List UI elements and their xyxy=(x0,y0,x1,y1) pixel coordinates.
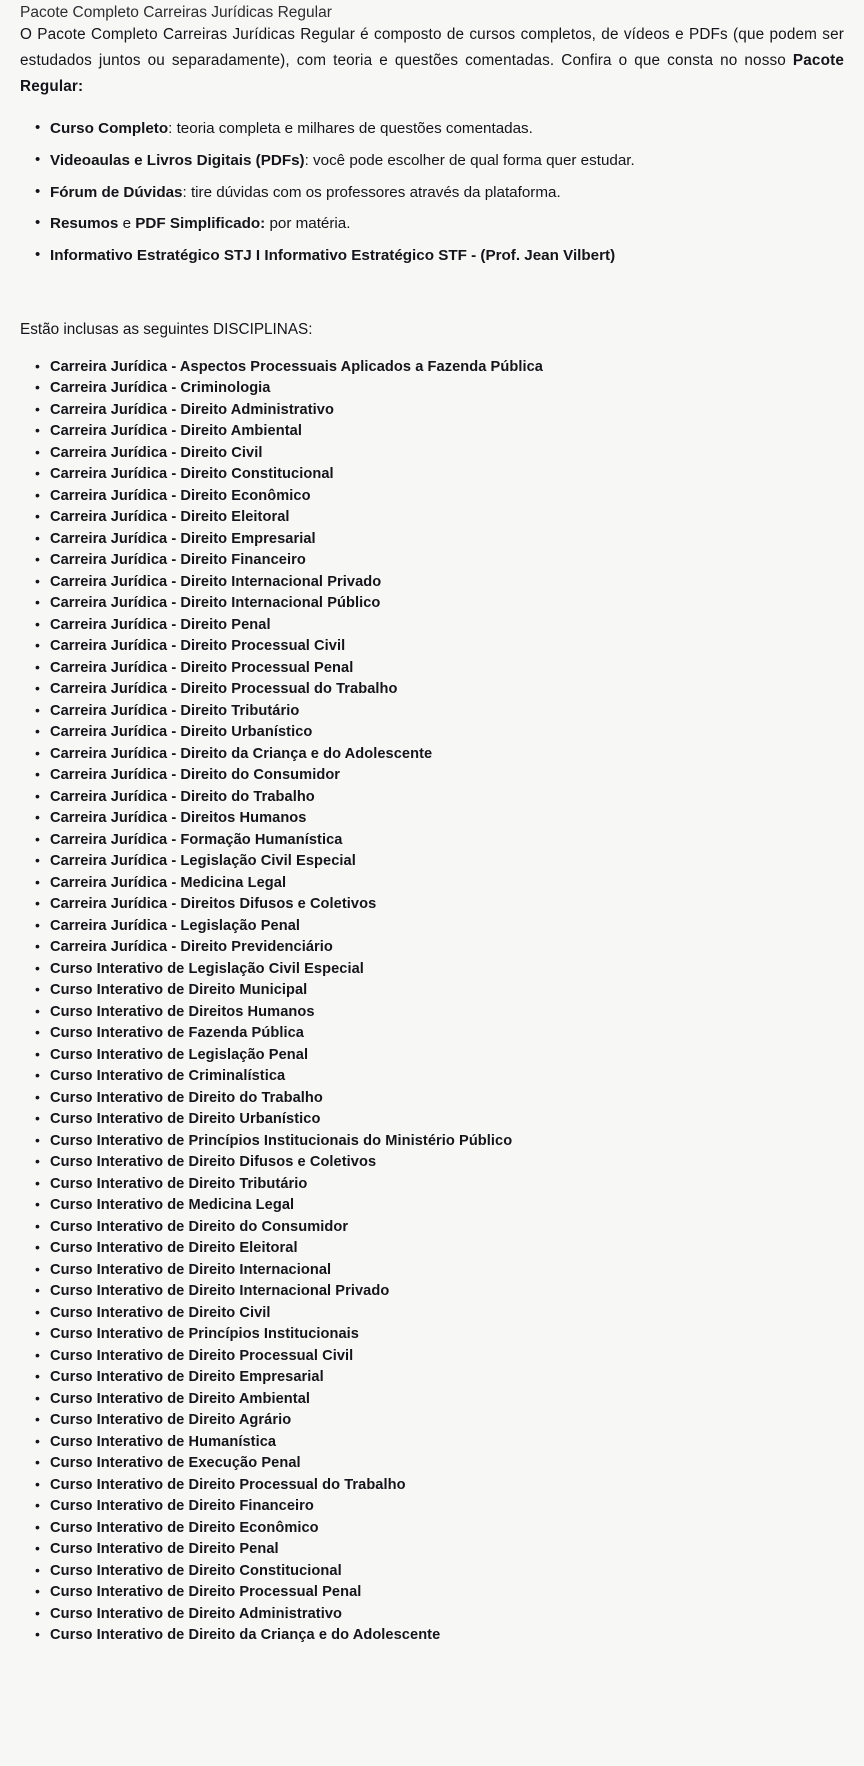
feature-description: por matéria. xyxy=(265,215,351,233)
list-item: • Carreira Jurídica - Aspectos Processuais Aplicados a Fazenda Pública xyxy=(50,357,844,379)
list-item: • Carreira Jurídica - Direito Processual Penal xyxy=(50,658,844,680)
feature-conjunction: e xyxy=(118,215,136,233)
list-item: • Carreira Jurídica - Criminologia xyxy=(50,378,844,400)
feature-label-secondary: PDF Simplificado: xyxy=(135,215,266,233)
feature-label: Curso Completo xyxy=(50,120,169,137)
list-item: • Curso Interativo de Direito Processual Civil xyxy=(50,1346,844,1368)
list-item: • Curso Interativo de Legislação Penal xyxy=(50,1045,844,1067)
list-item: • Carreira Jurídica - Formação Humanística xyxy=(50,830,844,852)
list-item: • Carreira Jurídica - Direito Urbanístico xyxy=(50,722,844,744)
intro-paragraph xyxy=(20,22,844,100)
list-item: • Carreira Jurídica - Direito Financeiro xyxy=(50,550,844,572)
clipped-heading-fragment: Pacote Completo Carreiras Jurídicas Regular xyxy=(20,4,332,21)
disciplines-section-lead: Estão inclusas as seguintes DISCIPLINAS: xyxy=(20,320,313,338)
feature-description: : você pode escolher de qual forma quer estudar. xyxy=(304,151,635,169)
feature-label: Fórum de Dúvidas xyxy=(50,183,183,201)
list-item: • Curso Interativo de Legislação Civil Especial xyxy=(50,959,844,981)
list-item: • Carreira Jurídica - Direito Internacional Público xyxy=(50,593,844,615)
list-item: • Curso Interativo de Direito Urbanístico xyxy=(50,1109,844,1131)
list-item: • Curso Interativo de Direito do Trabalho xyxy=(50,1088,844,1110)
list-item: • Curso Interativo de Direito Empresarial xyxy=(50,1367,844,1389)
list-item: • Carreira Jurídica - Direito Empresarial xyxy=(50,529,844,551)
list-item: • Curso Interativo de Direito Tributário xyxy=(50,1174,844,1196)
list-item: • Curso Interativo de Direito Constitucional xyxy=(50,1561,844,1583)
list-item: • Curso Interativo de Direito Penal xyxy=(50,1539,844,1561)
list-item: • Curso Interativo de Princípios Institucionais xyxy=(50,1324,844,1346)
feature-label: Informativo Estratégico STJ I Informativo Estratégico STF - (Prof. Jean Vilbert) xyxy=(50,247,616,265)
list-item: • Carreira Jurídica - Direito Tributário xyxy=(50,701,844,723)
list-item: • Carreira Jurídica - Direitos Difusos e Coletivos xyxy=(50,894,844,916)
list-item: • Curso Interativo de Direito Administrativo xyxy=(50,1604,844,1626)
list-item xyxy=(50,182,844,214)
list-item: • Curso Interativo de Direito Civil xyxy=(50,1303,844,1325)
list-item: • Curso Interativo de Direito Agrário xyxy=(50,1410,844,1432)
list-item xyxy=(50,213,844,245)
list-item: • Carreira Jurídica - Direito Internacional Privado xyxy=(50,572,844,594)
list-item xyxy=(50,118,844,150)
list-item: • Curso Interativo de Direito Internacional xyxy=(50,1260,844,1282)
list-item: • Carreira Jurídica - Direito Eleitoral xyxy=(50,507,844,529)
intro-paragraph-emphasis: Pacote Regular: xyxy=(20,52,844,95)
list-item: • Curso Interativo de Direito Eleitoral xyxy=(50,1238,844,1260)
list-item: • Curso Interativo de Criminalística xyxy=(50,1066,844,1088)
list-item: • Curso Interativo de Direitos Humanos xyxy=(50,1002,844,1024)
feature-label: Resumos xyxy=(50,215,119,233)
list-item: • Carreira Jurídica - Direito Constitucional xyxy=(50,464,844,486)
package-feature-list xyxy=(20,118,844,277)
list-item: • Carreira Jurídica - Direito do Consumidor xyxy=(50,765,844,787)
list-item: • Carreira Jurídica - Direito do Trabalho xyxy=(50,787,844,809)
list-item: • Curso Interativo de Execução Penal xyxy=(50,1453,844,1475)
list-item: • Carreira Jurídica - Direito Administrativo xyxy=(50,400,844,422)
list-item: • Curso Interativo de Direito Internacional Privado xyxy=(50,1281,844,1303)
list-item: • Curso Interativo de Princípios Institucionais do Ministério Público xyxy=(50,1131,844,1153)
list-item: • Carreira Jurídica - Direito Civil xyxy=(50,443,844,465)
list-item: • Curso Interativo de Direito do Consumidor xyxy=(50,1217,844,1239)
list-item: • Curso Interativo de Direito Econômico xyxy=(50,1518,844,1540)
list-item: • Curso Interativo de Direito Financeiro xyxy=(50,1496,844,1518)
list-item: • Carreira Jurídica - Direito da Criança e do Adolescente xyxy=(50,744,844,766)
list-item xyxy=(50,245,844,277)
disciplines-list xyxy=(20,357,844,1647)
list-item: • Curso Interativo de Medicina Legal xyxy=(50,1195,844,1217)
list-item: • Carreira Jurídica - Direito Processual do Trabalho xyxy=(50,679,844,701)
intro-paragraph-text: O Pacote Completo Carreiras Jurídicas Regular é composto de cursos completos, de vídeos e PDFs (que podem ser estudados juntos ou separadamente), com teoria e questões comentadas. Confira o que consta no nosso xyxy=(20,26,844,69)
list-item: • Carreira Jurídica - Direito Previdenciário xyxy=(50,937,844,959)
list-item: • Curso Interativo de Humanística xyxy=(50,1432,844,1454)
list-item: • Carreira Jurídica - Direito Ambiental xyxy=(50,421,844,443)
list-item: • Carreira Jurídica - Legislação Civil Especial xyxy=(50,851,844,873)
list-item: • Carreira Jurídica - Legislação Penal xyxy=(50,916,844,938)
list-item: • Curso Interativo de Fazenda Pública xyxy=(50,1023,844,1045)
feature-description: : teoria completa e milhares de questões comentadas. xyxy=(168,120,533,137)
list-item: • Curso Interativo de Direito Processual do Trabalho xyxy=(50,1475,844,1497)
feature-description: : tire dúvidas com os professores através da plataforma. xyxy=(182,183,561,201)
list-item: • Carreira Jurídica - Direito Econômico xyxy=(50,486,844,508)
list-item: • Carreira Jurídica - Medicina Legal xyxy=(50,873,844,895)
list-item: • Curso Interativo de Direito Processual Penal xyxy=(50,1582,844,1604)
list-item: • Curso Interativo de Direito Difusos e Coletivos xyxy=(50,1152,844,1174)
list-item: • Carreira Jurídica - Direito Penal xyxy=(50,615,844,637)
list-item xyxy=(50,150,844,182)
feature-label: Videoaulas e Livros Digitais (PDFs) xyxy=(50,151,305,169)
list-item: • Curso Interativo de Direito da Criança e do Adolescente xyxy=(50,1625,844,1647)
list-item: • Curso Interativo de Direito Ambiental xyxy=(50,1389,844,1411)
list-item: • Carreira Jurídica - Direito Processual Civil xyxy=(50,636,844,658)
list-item: • Curso Interativo de Direito Municipal xyxy=(50,980,844,1002)
list-item: • Carreira Jurídica - Direitos Humanos xyxy=(50,808,844,830)
